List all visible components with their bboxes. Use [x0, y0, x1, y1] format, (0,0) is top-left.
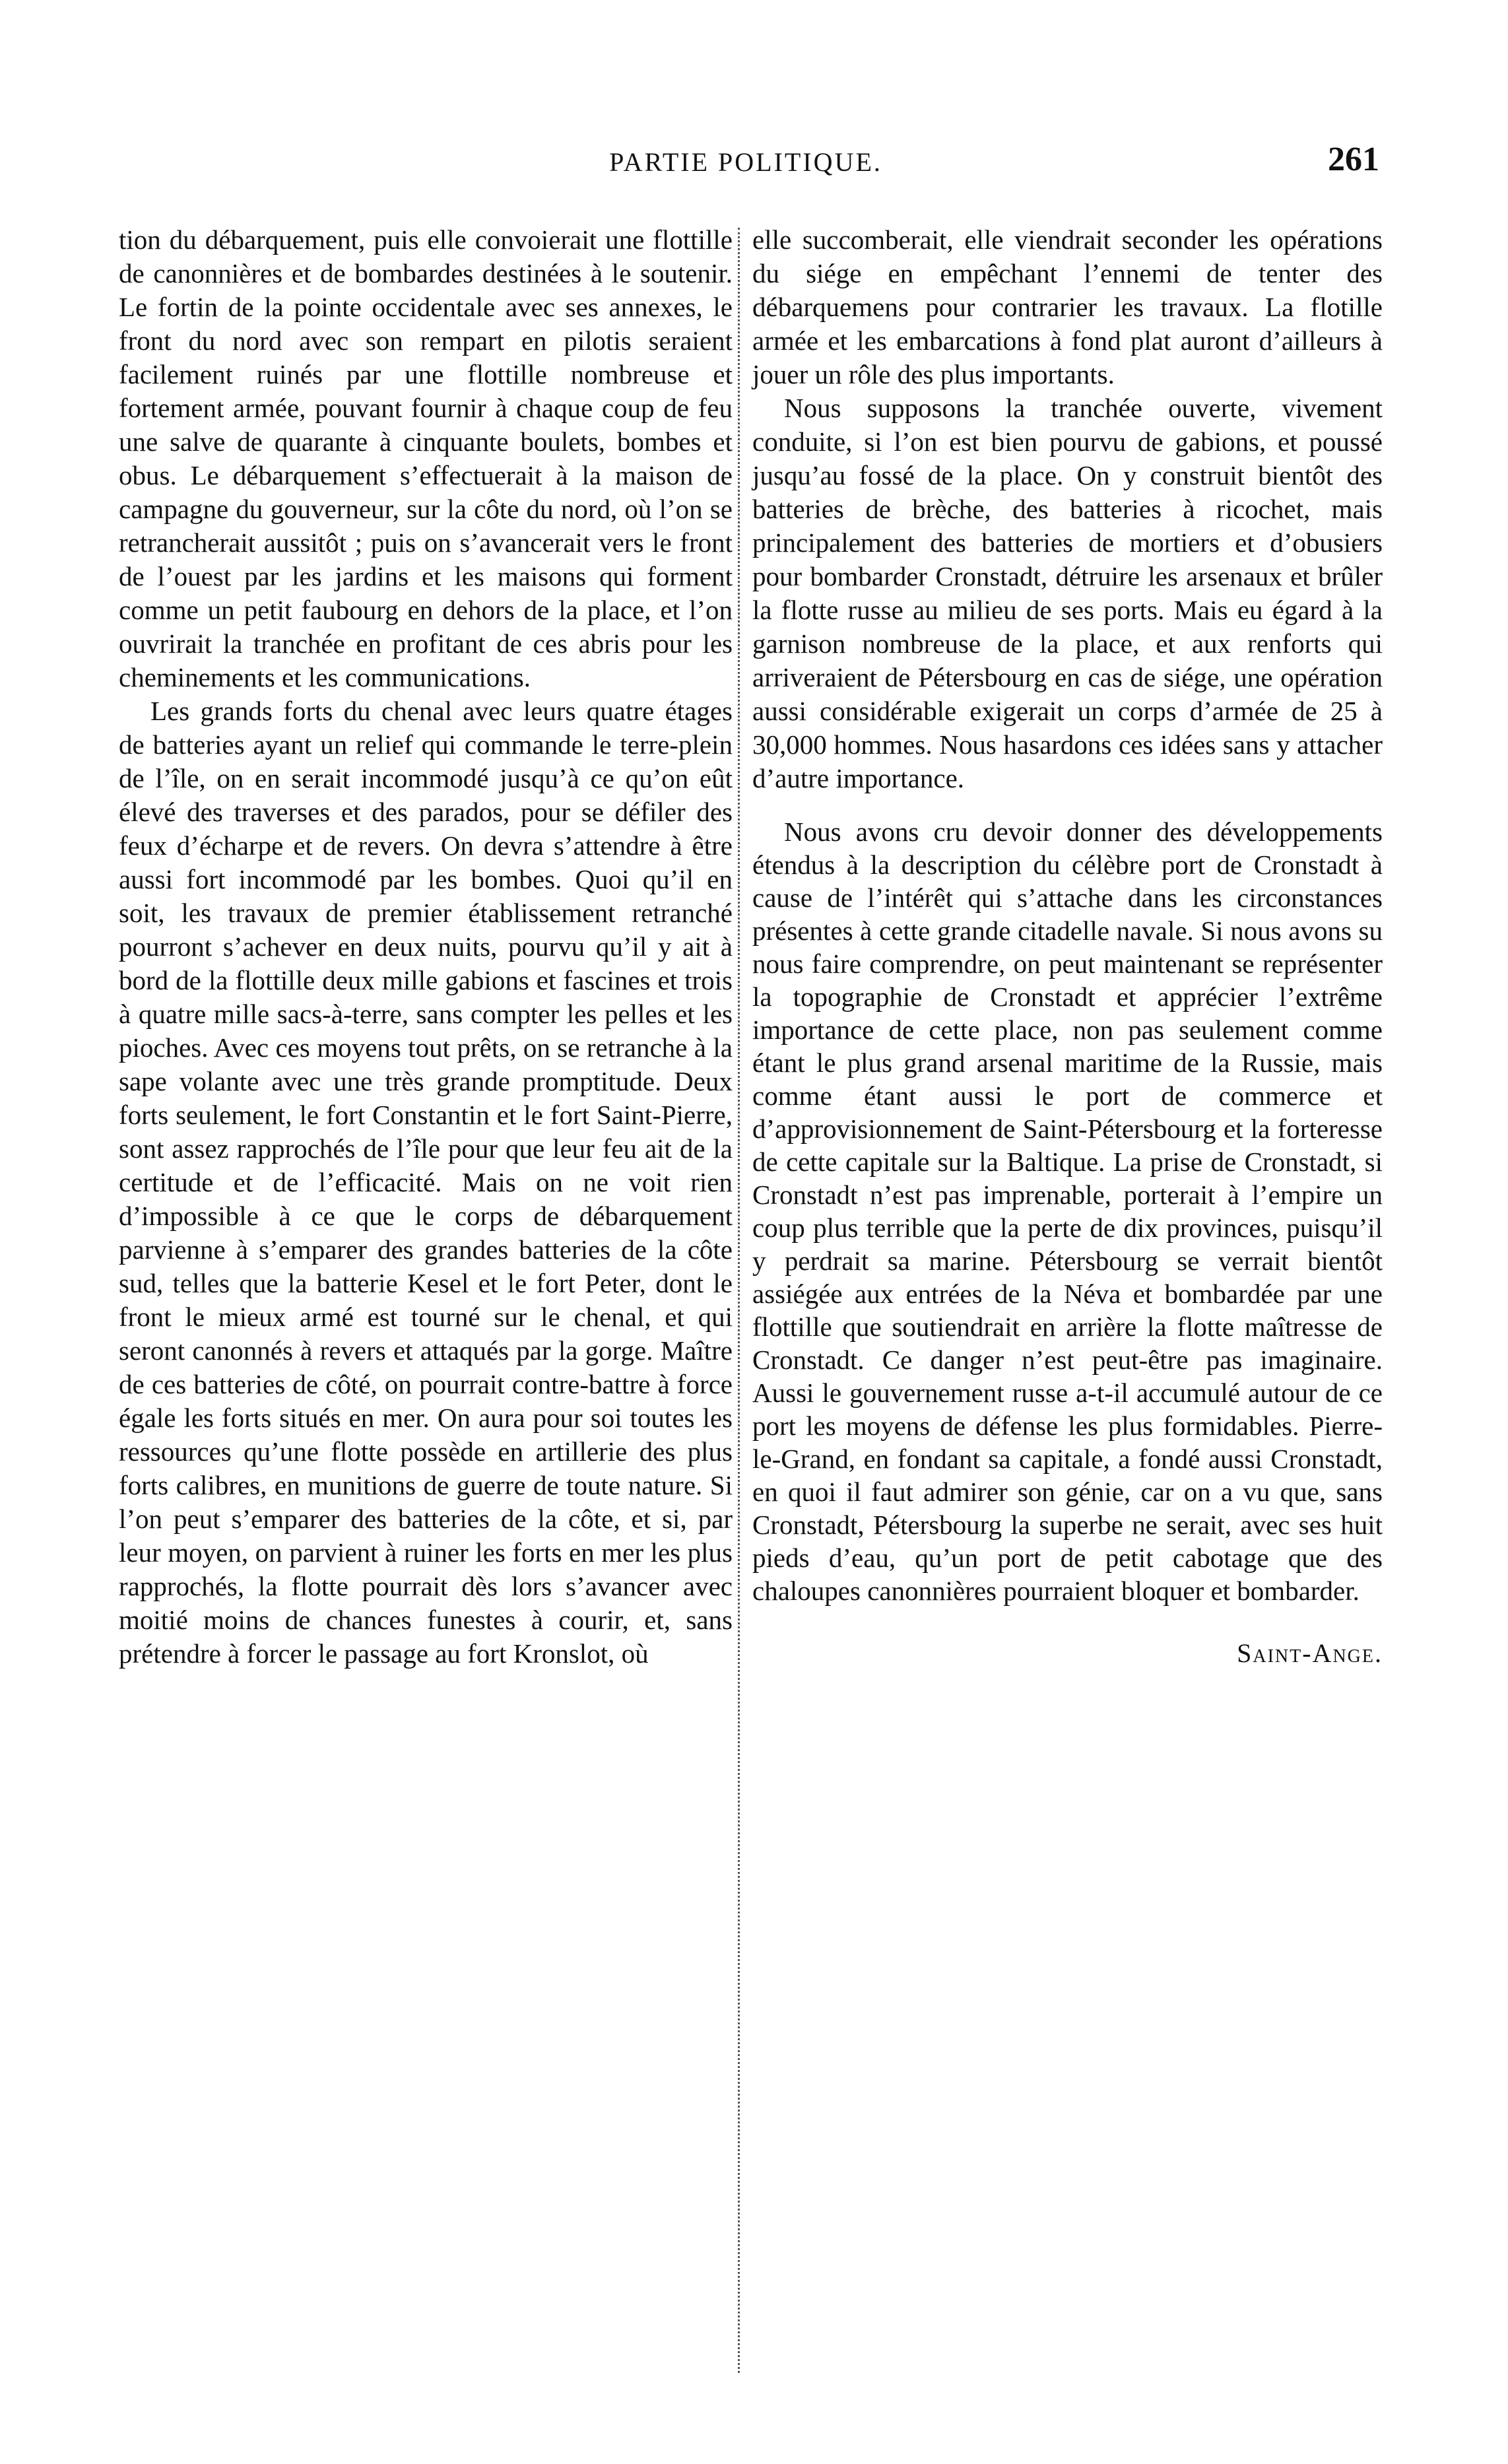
paragraph-continued: tion du débarquement, puis elle convoierait une flottille de canonnières et de bombardes destinées à le soutenir. Le fortin de la pointe occidentale avec ses annexes, le front du nord avec son rempart en pilotis seraient facilement ruinés par une flottille nombreuse et fortement armée, pouvant fournir à chaque coup de feu une salve de quarante à cinquante boulets, bombes et obus. Le débarquement s’effectuerait à la maison de campagne du gouverneur, sur la côte du nord, où l’on se retrancherait aussitôt ; puis on s’avancerait vers le front de l’ouest par les jardins et les maisons qui forment comme un petit faubourg en dehors de la place, et l’on ouvrirait la tranchée en profitant de ces abris pour les cheminements et les communications.: [119, 224, 733, 692]
column-divider: [738, 228, 745, 2373]
author-signature: Saint-Ange.: [1237, 1638, 1383, 1668]
paragraph: Nous avons cru devoir donner des développements étendus à la description du célèbre port de Cronstadt à cause de l’intérêt qui s’attache dans les circonstances présentes à cette grande citadelle navale. Si nous avons su nous faire comprendre, on peut maintenant se représenter la topographie de Cronstadt et apprécier l’extrême importance de cette place, non pas seulement comme étant le plus grand arsenal maritime de la Russie, mais comme étant aussi le port de commerce et d’approvisionnement de Saint-Pétersbourg et la forteresse de cette capitale sur la Baltique. La prise de Cronstadt, si Cronstadt n’est pas imprenable, porterait à l’empire un coup plus terrible que la perte de dix provinces, puisqu’il y perdrait sa marine. Pétersbourg se verrait bientôt assiégée aux entrées de la Néva et bombardée par une flottille que soutiendrait en arrière la flotte maîtresse de Cronstadt. Ce danger n’est peut-être pas imaginaire. Aussi le gouvernement russe a-t-il accumulé autour de ce port les moyens de défense les plus formidables. Pierre-le-Grand, en fondant sa capitale, a fondé aussi Cronstadt, en quoi il faut admirer son génie, car on a vu que, sans Cronstadt, Pétersbourg la superbe ne serait, avec ses huit pieds d’eau, qu’un port de petit cabotage que des chaloupes canonnières pourraient bloquer et bombarder.: [752, 816, 1383, 1606]
paragraph: Les grands forts du chenal avec leurs quatre étages de batteries ayant un relief qui commande le terre-plein de l’île, on en serait incommodé jusqu’à ce qu’on eût élevé des traverses et des parados, pour se défiler des feux d’écharpe et de revers. On devra s’attendre à être aussi fort incommodé par les bombes. Quoi qu’il en soit, les travaux de premier établissement retranché pourront s’achever en deux nuits, pourvu qu’il y ait à bord de la flottille deux mille gabions et fascines et trois à quatre mille sacs-à-terre, sans compter les pelles et les pioches. Avec ces moyens tout prêts, on se retranche à la sape volante avec une très grande promptitude. Deux forts seulement, le fort Constantin et le fort Saint-Pierre, sont assez rapprochés de l’île pour que leur feu ait de la certitude et de l’efficacité. Mais on ne voit rien d’impossible à ce que le corps de débarquement parvienne à s’emparer des grandes batteries de la côte sud, telles que la batterie Kesel et le fort Peter, dont le front le mieux armé est tourné sur le chenal, et qui seront canonnés à revers et attaqués par la gorge. Maître de ces batteries de côté, on pourrait contre-battre à force égale les forts situés en mer. On aura pour soi toutes les ressources qu’une flotte possède en artillerie des plus forts calibres, en munitions de guerre de toute nature. Si l’on peut s’emparer des batteries de la côte, et si, par leur moyen, on parvient à ruiner les forts en mer les plus rapprochés, la flotte pourrait dès lors s’avancer avec moitié moins de chances funestes à courir, et, sans prétendre à forcer le passage au fort Kronslot, où: [119, 696, 733, 1669]
page-number: 261: [1328, 141, 1379, 178]
running-title: PARTIE POLITIQUE.: [609, 147, 882, 177]
left-column: [119, 223, 733, 1671]
right-column: [752, 223, 1383, 1670]
paragraph: Nous supposons la tranchée ouverte, vivement conduite, si l’on est bien pourvu de gabions, et poussé jusqu’au fossé de la place. On y construit bientôt des batteries de brèche, des batteries à ricochet, mais principalement des batteries de mortiers et d’obusiers pour bombarder Cronstadt, détruire les arsenaux et brûler la flotte russe au milieu de ses ports. Mais eu égard à la garnison nombreuse de la place, et aux renforts qui arriveraient de Pétersbourg en cas de siége, une opération aussi considérable exigerait un corps d’armée de 25 à 30,000 hommes. Nous hasardons ces idées sans y attacher d’autre importance.: [752, 393, 1383, 793]
paragraph: elle succomberait, elle viendrait seconder les opérations du siége en empêchant l’ennemi de tenter des débarquemens pour contrarier les travaux. La flotille armée et les embarcations à fond plat auront d’ailleurs à jouer un rôle des plus importants.: [752, 224, 1383, 389]
page-header: [112, 141, 1379, 183]
